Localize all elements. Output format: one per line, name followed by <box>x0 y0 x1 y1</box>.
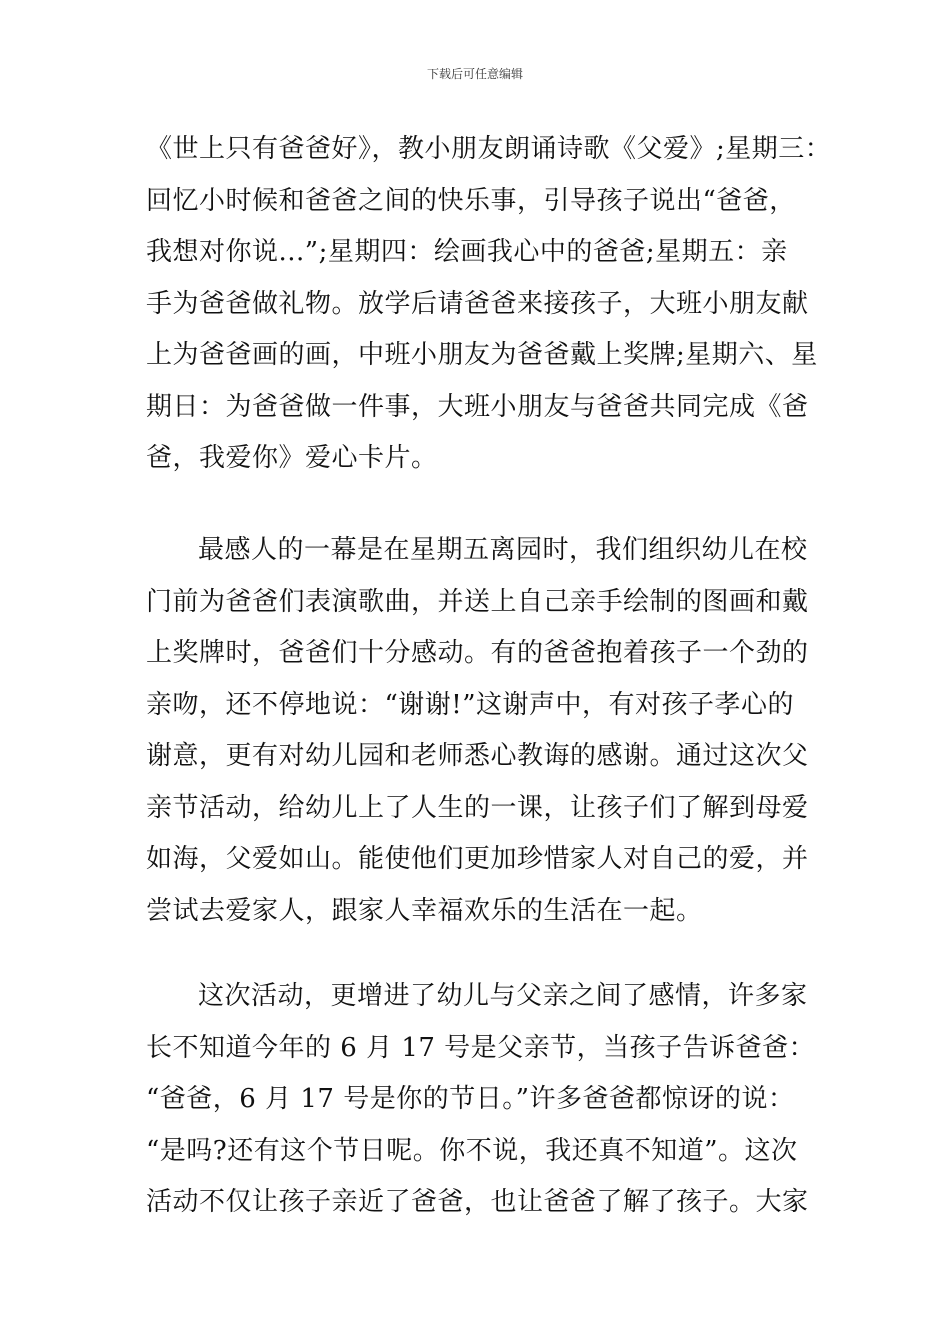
text-line: 期日：为爸爸做一件事，大班小朋友与爸爸共同完成《爸 <box>146 391 809 422</box>
text-line: 亲吻，还不停地说：“谢谢!”这谢声中，有对孩子孝心的 <box>146 689 795 720</box>
text-line: 谢意，更有对幼儿园和老师悉心教诲的感谢。通过这次父 <box>146 741 809 771</box>
text-line: 亲节活动，给幼儿上了人生的一课，让孩子们了解到母爱 <box>146 792 809 823</box>
page-header: 下载后可任意编辑 <box>426 67 523 81</box>
text-line: 长不知道今年的 6 月 17 号是父亲节，当孩子告诉爸爸： <box>146 1032 816 1063</box>
text-line: 上为爸爸画的画，中班小朋友为爸爸戴上奖牌;星期六、星 <box>146 340 818 370</box>
text-line: 手为爸爸做礼物。放学后请爸爸来接孩子，大班小朋友献 <box>146 288 809 319</box>
text-line: 最感人的一幕是在星期五离园时，我们组织幼儿在校 <box>198 535 808 565</box>
text-line: 如海，父爱如山。能使他们更加珍惜家人对自己的爱，并 <box>146 844 809 874</box>
text-line: 尝试去爱家人，跟家人幸福欢乐的生活在一起。 <box>146 895 703 926</box>
text-line: 上奖牌时，爸爸们十分感动。有的爸爸抱着孩子一个劲的 <box>146 638 809 668</box>
text-line: “是吗?还有这个节日呢。你不说，我还真不知道”。这次 <box>146 1135 798 1166</box>
text-line: 活动不仅让孩子亲近了爸爸，也让爸爸了解了孩子。大家 <box>146 1187 809 1217</box>
paragraph-3 <box>146 971 816 1229</box>
text-line: 爸，我爱你》爱心卡片。 <box>146 443 438 473</box>
text-line: 门前为爸爸们表演歌曲，并送上自己亲手绘制的图画和戴 <box>146 586 809 617</box>
paragraph-2 <box>146 525 816 937</box>
text-line: 回忆小时候和爸爸之间的快乐事，引导孩子说出“爸爸， <box>146 185 796 216</box>
paragraph-1 <box>146 124 832 485</box>
text-line: 我想对你说...”;星期四：绘画我心中的爸爸;星期五：亲 <box>146 237 788 267</box>
text-line: 这次活动，更增进了幼儿与父亲之间了感情，许多家 <box>198 981 808 1011</box>
text-line: 《世上只有爸爸好》，教小朋友朗诵诗歌《父爱》;星期三： <box>146 134 832 164</box>
text-line: “爸爸，6 月 17 号是你的节日。”许多爸爸都惊讶的说： <box>146 1084 795 1114</box>
